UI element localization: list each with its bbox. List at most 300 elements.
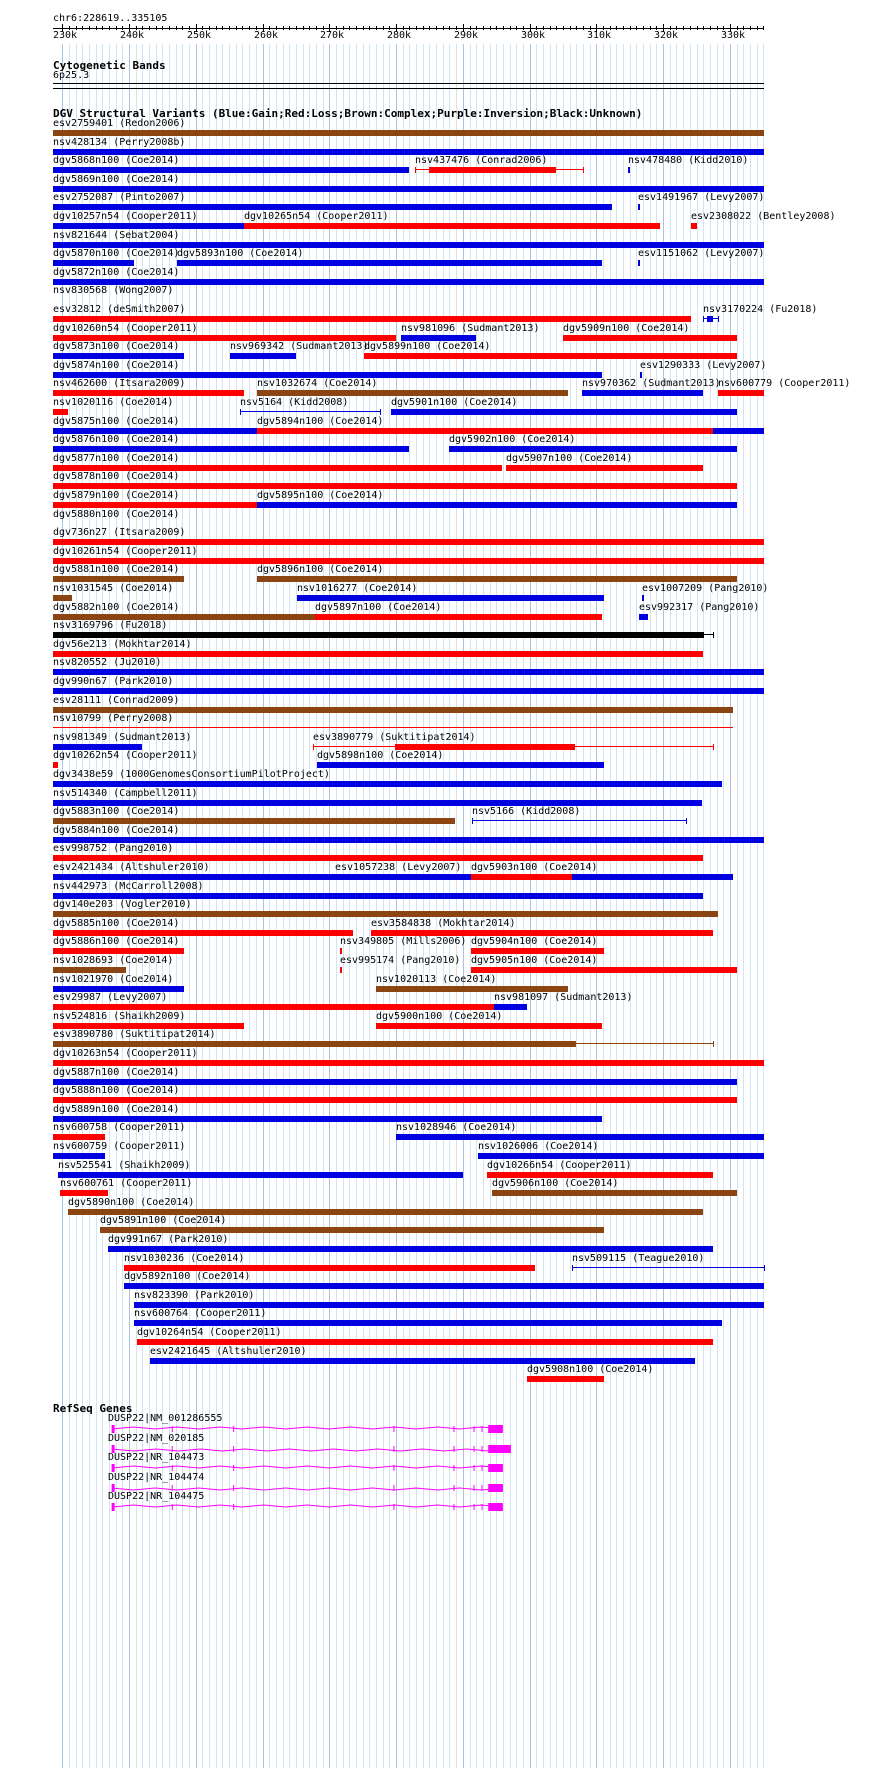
variant-bar[interactable] <box>401 335 476 341</box>
variant-label[interactable]: dgv5873n100 (Coe2014) <box>53 341 180 353</box>
ruler-minor-tick <box>229 26 230 30</box>
variant-label[interactable]: esv1290333 (Levy2007) <box>640 359 767 371</box>
ruler-minor-tick <box>570 26 571 30</box>
variant-bar[interactable] <box>364 353 737 359</box>
variant-label[interactable]: esv2308022 (Bentley2008) <box>691 211 836 222</box>
variant-label[interactable]: nsv524816 (Shaikh2009) <box>53 1010 186 1022</box>
variant-bar[interactable] <box>53 539 764 545</box>
gene-exon <box>482 1504 483 1510</box>
ruler-minor-tick <box>683 26 684 30</box>
ruler-minor-tick <box>309 26 310 30</box>
ruler-minor-tick <box>623 26 624 30</box>
gene-intron-line <box>112 1449 511 1451</box>
variant-bar[interactable] <box>53 335 396 341</box>
gene-exon <box>474 1426 475 1432</box>
variant-label[interactable]: esv995174 (Pang2010) <box>340 955 461 966</box>
variant-span-line[interactable] <box>240 411 380 412</box>
variant-bar[interactable] <box>150 1358 695 1364</box>
variant-label[interactable]: nsv1031545 (Coe2014) <box>53 583 174 594</box>
variant-label[interactable]: dgv5883n100 (Coe2014) <box>53 806 180 818</box>
variant-label[interactable]: dgv5902n100 (Coe2014) <box>449 434 576 446</box>
variant-label[interactable]: nsv478480 (Kidd2010) <box>628 155 749 167</box>
variant-label[interactable]: dgv5879n100 (Coe2014) <box>53 490 180 501</box>
variant-bar[interactable] <box>53 186 764 192</box>
variant-bar[interactable] <box>315 614 602 620</box>
variant-label[interactable]: nsv462600 (Itsara2009) <box>53 378 186 390</box>
variant-bar[interactable] <box>53 1116 602 1122</box>
ruler-minor-tick <box>563 26 564 30</box>
variant-bar[interactable] <box>53 558 764 564</box>
variant-label[interactable]: dgv5897n100 (Coe2014) <box>315 601 442 613</box>
variant-label[interactable]: dgv5877n100 (Coe2014) <box>53 452 180 464</box>
variant-label[interactable]: nsv1016277 (Coe2014) <box>297 583 418 594</box>
variant-label[interactable]: dgv10257n54 (Cooper2011) <box>53 211 198 222</box>
variant-bar[interactable] <box>396 1134 764 1140</box>
variant-label[interactable]: nsv437476 (Conrad2006) <box>415 155 548 167</box>
ruler-minor-tick <box>283 26 284 30</box>
gene-exon <box>482 1446 483 1452</box>
variant-bar[interactable] <box>53 595 72 601</box>
variant-end-tick <box>703 316 704 322</box>
variant-label[interactable]: esv1151062 (Levy2007) <box>638 248 765 260</box>
variant-label[interactable]: dgv5908n100 (Coe2014) <box>527 1364 654 1376</box>
variant-bar[interactable] <box>53 800 702 806</box>
variant-bar[interactable] <box>53 576 184 582</box>
variant-label[interactable]: esv1491967 (Levy2007) <box>638 192 765 204</box>
variant-label[interactable]: nsv600764 (Cooper2011) <box>134 1308 267 1320</box>
variant-label[interactable]: dgv5899n100 (Coe2014) <box>364 341 491 353</box>
variant-end-tick <box>313 744 314 750</box>
variant-end-tick <box>472 818 473 824</box>
cyto-band-label: 6p25.3 <box>53 70 90 81</box>
variant-label[interactable]: esv2421434 (Altshuler2010) <box>53 862 210 873</box>
variant-bar[interactable] <box>137 1339 713 1345</box>
gene-exon <box>453 1426 454 1432</box>
variant-bar[interactable] <box>53 1023 244 1029</box>
variant-bar[interactable] <box>53 986 184 992</box>
variant-label[interactable]: dgv5900n100 (Coe2014) <box>376 1010 503 1022</box>
variant-label[interactable]: nsv600758 (Cooper2011) <box>53 1122 186 1134</box>
gene-exon <box>172 1426 173 1432</box>
variant-bar[interactable] <box>230 353 295 359</box>
variant-bar[interactable] <box>53 762 58 768</box>
gene-exon <box>453 1446 454 1452</box>
variant-bar[interactable] <box>53 372 602 378</box>
variant-bar[interactable] <box>642 595 644 601</box>
variant-bar[interactable] <box>53 874 733 880</box>
variant-label[interactable]: nsv1021970 (Coe2014) <box>53 973 174 985</box>
ruler-minor-tick <box>516 26 517 30</box>
variant-bar[interactable] <box>134 1320 722 1326</box>
cyto-track-line <box>53 83 764 84</box>
variant-label[interactable]: dgv5875n100 (Coe2014) <box>53 415 180 427</box>
variant-bar[interactable] <box>134 1302 764 1308</box>
variant-label[interactable]: dgv10265n54 (Cooper2011) <box>244 211 389 222</box>
variant-bar[interactable] <box>53 390 244 396</box>
variant-label[interactable]: esv28111 (Conrad2009) <box>53 694 180 706</box>
variant-label[interactable]: esv1057238 (Levy2007) <box>335 862 462 873</box>
variant-bar[interactable] <box>53 818 455 824</box>
ruler-minor-tick <box>169 26 170 30</box>
variant-end-tick <box>583 167 584 173</box>
variant-bar[interactable] <box>639 614 647 620</box>
variant-label[interactable]: dgv736n27 (Itsara2009) <box>53 527 186 539</box>
variant-label[interactable]: dgv5907n100 (Coe2014) <box>506 452 633 464</box>
variant-label[interactable]: dgv10261n54 (Cooper2011) <box>53 545 198 557</box>
ruler-minor-tick <box>576 26 577 30</box>
variant-bar[interactable] <box>506 465 704 471</box>
variant-label[interactable]: nsv1020116 (Coe2014) <box>53 397 174 408</box>
variant-bar[interactable] <box>582 390 704 396</box>
variant-label[interactable]: nsv3170224 (Fu2018) <box>703 304 818 315</box>
gene-exon <box>453 1504 454 1510</box>
ruler-minor-tick <box>102 26 103 30</box>
variant-bar[interactable] <box>494 1004 527 1010</box>
variant-bar[interactable] <box>53 837 764 843</box>
variant-label[interactable]: nsv600759 (Cooper2011) <box>53 1141 186 1152</box>
variant-bar[interactable] <box>53 167 409 173</box>
variant-bar[interactable] <box>124 1283 764 1289</box>
variant-label[interactable]: nsv1026006 (Coe2014) <box>478 1141 599 1152</box>
variant-bar[interactable] <box>177 260 602 266</box>
variant-label[interactable]: dgv5887n100 (Coe2014) <box>53 1066 180 1078</box>
variant-bar[interactable] <box>257 390 568 396</box>
variant-bar[interactable] <box>257 502 736 508</box>
variant-label[interactable]: esv32812 (deSmith2007) <box>53 304 186 315</box>
variant-bar[interactable] <box>563 335 737 341</box>
variant-end-tick <box>686 818 687 824</box>
variant-label[interactable]: esv3890780 (Suktitipat2014) <box>53 1029 216 1041</box>
gene-label[interactable]: DUSP22|NM_001286555 <box>108 1413 223 1424</box>
gene-label[interactable]: DUSP22|NM_020185 <box>108 1432 205 1444</box>
ruler-minor-tick <box>162 26 163 30</box>
variant-label[interactable]: dgv5909n100 (Coe2014) <box>563 322 690 334</box>
variant-bar[interactable] <box>53 651 703 657</box>
variant-bar[interactable] <box>53 446 409 452</box>
variant-bar[interactable] <box>638 260 640 266</box>
ruler[interactable] <box>0 0 890 44</box>
variant-bar[interactable] <box>53 1004 494 1010</box>
variant-label[interactable]: nsv5164 (Kidd2008) <box>240 397 349 408</box>
variant-bar[interactable] <box>53 409 68 415</box>
variant-label[interactable]: nsv981096 (Sudmant2013) <box>401 322 540 334</box>
variant-label[interactable]: dgv10262n54 (Cooper2011) <box>53 750 198 762</box>
variant-bar[interactable] <box>628 167 630 173</box>
ruler-tick-label: 330k <box>721 30 746 41</box>
ruler-position: chr6:228619..335105 <box>53 13 168 24</box>
gene-label[interactable]: DUSP22|NR_104474 <box>108 1471 205 1483</box>
variant-label[interactable]: dgv10264n54 (Cooper2011) <box>137 1327 282 1338</box>
variant-bar[interactable] <box>53 967 126 973</box>
variant-label[interactable]: dgv56e213 (Mokhtar2014) <box>53 638 192 650</box>
variant-label[interactable]: nsv10799 (Perry2008) <box>53 713 174 725</box>
ruler-minor-tick <box>156 26 157 30</box>
variant-bar[interactable] <box>108 1246 713 1252</box>
variant-bar[interactable] <box>53 223 244 229</box>
variant-bar[interactable] <box>340 967 342 973</box>
variant-span-line[interactable] <box>53 727 733 728</box>
variant-bar[interactable] <box>718 390 764 396</box>
variant-label[interactable]: nsv823390 (Park2010) <box>134 1289 255 1301</box>
variant-bar[interactable] <box>487 1172 713 1178</box>
variant-label[interactable]: dgv5878n100 (Coe2014) <box>53 471 180 483</box>
variant-label[interactable]: nsv969342 (Sudmant2013) <box>230 341 369 353</box>
gene-model[interactable] <box>0 1502 890 1512</box>
variant-bar[interactable] <box>317 762 604 768</box>
ruler-tick-label: 310k <box>587 30 612 41</box>
ruler-minor-tick <box>443 26 444 30</box>
variant-label[interactable]: dgv5869n100 (Coe2014) <box>53 173 180 185</box>
variant-bar[interactable] <box>395 744 575 750</box>
variant-bar[interactable] <box>371 930 713 936</box>
variant-bar[interactable] <box>53 614 315 620</box>
variant-bar[interactable] <box>53 1041 575 1047</box>
gene-exon <box>393 1446 394 1452</box>
variant-bar[interactable] <box>335 874 337 880</box>
variant-label[interactable]: nsv5166 (Kidd2008) <box>472 806 581 818</box>
variant-bar[interactable] <box>53 688 764 694</box>
variant-label[interactable]: dgv5889n100 (Coe2014) <box>53 1103 180 1115</box>
variant-bar[interactable] <box>53 781 722 787</box>
variant-label[interactable]: dgv5876n100 (Coe2014) <box>53 434 180 446</box>
track-divider <box>53 88 764 89</box>
variant-label[interactable]: dgv5882n100 (Coe2014) <box>53 601 180 613</box>
ruler-minor-tick <box>423 26 424 30</box>
variant-bar[interactable] <box>471 874 572 880</box>
variant-label[interactable]: dgv5888n100 (Coe2014) <box>53 1085 180 1097</box>
variant-bar[interactable] <box>53 1153 105 1159</box>
variant-label[interactable]: dgv5890n100 (Coe2014) <box>68 1196 195 1208</box>
variant-label[interactable]: dgv10260n54 (Cooper2011) <box>53 322 198 334</box>
variant-label[interactable]: esv1007209 (Pang2010) <box>642 583 769 594</box>
variant-label[interactable]: dgv5898n100 (Coe2014) <box>317 750 444 762</box>
variant-label[interactable]: dgv5894n100 (Coe2014) <box>257 415 384 427</box>
variant-bar[interactable] <box>58 1172 463 1178</box>
variant-label[interactable]: nsv981097 (Sudmant2013) <box>494 992 633 1004</box>
variant-label[interactable]: dgv5870n100 (Coe2014) <box>53 248 180 260</box>
ruler-minor-tick <box>490 26 491 30</box>
variant-bar[interactable] <box>478 1153 764 1159</box>
variant-bar[interactable] <box>640 372 642 378</box>
ruler-minor-tick <box>363 26 364 30</box>
variant-bar[interactable] <box>53 149 764 155</box>
variant-label[interactable]: nsv1028693 (Coe2014) <box>53 955 174 966</box>
variant-bar[interactable] <box>449 446 736 452</box>
variant-label[interactable]: nsv1028946 (Coe2014) <box>396 1122 517 1134</box>
variant-label[interactable]: dgv990n67 (Park2010) <box>53 676 174 687</box>
variant-bar[interactable] <box>53 316 691 322</box>
ruler-minor-tick <box>750 26 751 30</box>
ruler-minor-tick <box>369 26 370 30</box>
variant-label[interactable]: dgv5901n100 (Coe2014) <box>391 397 518 408</box>
variant-span-line[interactable] <box>472 820 686 821</box>
variant-bar[interactable] <box>53 483 737 489</box>
ruler-minor-tick <box>496 26 497 30</box>
ruler-tick-label: 320k <box>654 30 679 41</box>
ruler-minor-tick <box>289 26 290 30</box>
variant-bar[interactable] <box>376 986 568 992</box>
dgv-title: DGV Structural Variants (Blue:Gain;Red:Loss;Brown:Complex;Purple:Inversion;Black:Unknown) <box>53 107 643 120</box>
variant-label[interactable]: esv29987 (Levy2007) <box>53 992 168 1004</box>
ruler-minor-tick <box>757 26 758 30</box>
variant-bar[interactable] <box>53 855 703 861</box>
variant-label[interactable]: nsv428134 (Perry2008b) <box>53 136 186 148</box>
gene-label[interactable]: DUSP22|NR_104473 <box>108 1452 205 1463</box>
ruler-minor-tick <box>636 26 637 30</box>
variant-label[interactable]: dgv5885n100 (Coe2014) <box>53 917 180 929</box>
variant-bar[interactable] <box>53 242 764 248</box>
ruler-minor-tick <box>703 26 704 30</box>
variant-bar[interactable] <box>257 576 736 582</box>
variant-label[interactable]: nsv970362 (Sudmant2013) <box>582 378 721 390</box>
variant-label[interactable]: dgv140e203 (Vogler2010) <box>53 899 192 911</box>
variant-bar[interactable] <box>53 1079 737 1085</box>
gene-exon <box>474 1485 475 1491</box>
gene-exon <box>482 1465 483 1471</box>
ruler-tick-label: 300k <box>521 30 546 41</box>
variant-label[interactable]: nsv349805 (Mills2006) <box>340 936 467 948</box>
variant-label[interactable]: dgv5884n100 (Coe2014) <box>53 824 180 836</box>
variant-span-line[interactable] <box>703 634 712 635</box>
variant-label[interactable]: dgv5881n100 (Coe2014) <box>53 564 180 576</box>
variant-bar[interactable] <box>471 967 737 973</box>
variant-label[interactable]: esv3584838 (Mokhtar2014) <box>371 917 516 929</box>
variant-label[interactable]: nsv1032674 (Coe2014) <box>257 378 378 390</box>
variant-label[interactable]: nsv830568 (Wong2007) <box>53 285 174 297</box>
ruler-minor-tick <box>510 26 511 30</box>
variant-label[interactable]: esv2759401 (Redon2006) <box>53 118 186 129</box>
variant-label[interactable]: dgv5906n100 (Coe2014) <box>492 1178 619 1190</box>
variant-bar[interactable] <box>376 1023 602 1029</box>
variant-label[interactable]: nsv514340 (Campbell2011) <box>53 787 198 799</box>
variant-bar[interactable] <box>124 1265 535 1271</box>
variant-label[interactable]: nsv509115 (Teague2010) <box>572 1252 705 1264</box>
variant-label[interactable]: nsv821644 (Sebat2004) <box>53 229 180 241</box>
variant-bar[interactable] <box>53 465 502 471</box>
variant-end-tick <box>647 614 648 620</box>
gene-exon <box>482 1485 483 1491</box>
variant-label[interactable]: dgv5893n100 (Coe2014) <box>177 248 304 260</box>
variant-bar[interactable] <box>53 893 703 899</box>
variant-bar[interactable] <box>527 1376 604 1382</box>
variant-label[interactable]: nsv3169796 (Fu2018) <box>53 620 168 632</box>
variant-bar[interactable] <box>53 1097 737 1103</box>
gene-exon <box>172 1485 173 1491</box>
ruler-minor-tick <box>216 26 217 30</box>
variant-bar[interactable] <box>707 316 712 322</box>
variant-label[interactable]: dgv5905n100 (Coe2014) <box>471 955 598 966</box>
variant-label[interactable]: dgv5874n100 (Coe2014) <box>53 359 180 371</box>
variant-label[interactable]: esv998752 (Pang2010) <box>53 843 174 855</box>
variant-end-tick <box>575 1041 576 1047</box>
variant-bar[interactable] <box>53 130 764 136</box>
variant-bar[interactable] <box>53 353 184 359</box>
variant-bar[interactable] <box>244 223 660 229</box>
ruler-minor-tick <box>316 26 317 30</box>
variant-bar[interactable] <box>53 279 764 285</box>
variant-label[interactable]: dgv5868n100 (Coe2014) <box>53 155 180 167</box>
variant-bar[interactable] <box>53 260 134 266</box>
variant-label[interactable]: nsv525541 (Shaikh2009) <box>58 1159 191 1171</box>
gene-exon <box>453 1465 454 1471</box>
variant-label[interactable]: esv3890779 (Suktitipat2014) <box>313 731 476 743</box>
variant-bar[interactable] <box>68 1209 704 1215</box>
variant-bar[interactable] <box>53 1134 105 1140</box>
gene-exon <box>112 1503 115 1511</box>
variant-span-line[interactable] <box>575 1043 713 1044</box>
gene-label[interactable]: DUSP22|NR_104475 <box>108 1491 205 1502</box>
variant-bar[interactable] <box>100 1227 605 1233</box>
variant-label[interactable]: nsv820552 (Ju2010) <box>53 657 162 669</box>
gene-exon <box>482 1426 483 1432</box>
ruler-minor-tick <box>116 26 117 30</box>
variant-label[interactable]: nsv981349 (Sudmant2013) <box>53 731 192 743</box>
variant-label[interactable]: dgv5891n100 (Coe2014) <box>100 1215 227 1227</box>
variant-label[interactable]: dgv991n67 (Park2010) <box>108 1234 229 1245</box>
variant-bar[interactable] <box>53 948 184 954</box>
variant-label[interactable]: nsv600779 (Cooper2011) <box>718 378 851 390</box>
variant-bar[interactable] <box>53 744 142 750</box>
variant-bar[interactable] <box>691 223 696 229</box>
variant-bar[interactable] <box>340 948 342 954</box>
variant-bar[interactable] <box>53 707 733 713</box>
variant-bar[interactable] <box>492 1190 736 1196</box>
variant-label[interactable]: dgv5872n100 (Coe2014) <box>53 266 180 278</box>
variant-label[interactable]: nsv600761 (Cooper2011) <box>60 1178 193 1190</box>
variant-label[interactable]: nsv442973 (McCarroll2008) <box>53 880 204 892</box>
variant-bar[interactable] <box>297 595 604 601</box>
variant-bar[interactable] <box>60 1190 108 1196</box>
variant-bar[interactable] <box>638 204 640 210</box>
variant-label[interactable]: dgv10266n54 (Cooper2011) <box>487 1159 632 1171</box>
variant-bar[interactable] <box>53 204 612 210</box>
variant-label[interactable]: esv992317 (Pang2010) <box>639 601 760 613</box>
variant-label[interactable]: dgv5896n100 (Coe2014) <box>257 564 384 576</box>
variant-bar[interactable] <box>429 167 556 173</box>
variant-label[interactable]: dgv5880n100 (Coe2014) <box>53 508 180 520</box>
ruler-minor-tick <box>697 26 698 30</box>
variant-end-tick <box>713 1041 714 1047</box>
variant-bar[interactable] <box>53 1060 764 1066</box>
variant-label[interactable]: esv2421645 (Altshuler2010) <box>150 1345 307 1357</box>
variant-label[interactable]: esv2752087 (Pinto2007) <box>53 192 186 204</box>
gene-exon <box>474 1465 475 1471</box>
variant-label[interactable]: nsv1030236 (Coe2014) <box>124 1252 245 1264</box>
variant-bar[interactable] <box>53 911 718 917</box>
gene-exon <box>453 1485 454 1491</box>
gene-exon <box>172 1465 173 1471</box>
gene-intron-line <box>112 1488 503 1490</box>
variant-bar[interactable] <box>391 409 737 415</box>
variant-label[interactable]: dgv5904n100 (Coe2014) <box>471 936 598 948</box>
variant-bar[interactable] <box>257 428 712 434</box>
variant-label[interactable]: dgv5886n100 (Coe2014) <box>53 936 180 948</box>
gene-exon <box>474 1446 475 1452</box>
variant-label[interactable]: dgv5903n100 (Coe2014) <box>471 862 598 873</box>
variant-label[interactable]: dgv5892n100 (Coe2014) <box>124 1271 251 1283</box>
variant-bar[interactable] <box>53 632 703 638</box>
variant-bar[interactable] <box>471 948 605 954</box>
variant-end-tick <box>764 1265 765 1271</box>
variant-label[interactable]: dgv3438e59 (1000GenomesConsortiumPilotProject) <box>53 769 330 780</box>
variant-label[interactable]: nsv1020113 (Coe2014) <box>376 973 497 985</box>
variant-bar[interactable] <box>53 930 353 936</box>
variant-label[interactable]: dgv10263n54 (Cooper2011) <box>53 1048 198 1059</box>
variant-span-line[interactable] <box>572 1267 764 1268</box>
gene-exon <box>233 1504 234 1510</box>
variant-bar[interactable] <box>53 669 764 675</box>
variant-label[interactable]: dgv5895n100 (Coe2014) <box>257 490 384 501</box>
